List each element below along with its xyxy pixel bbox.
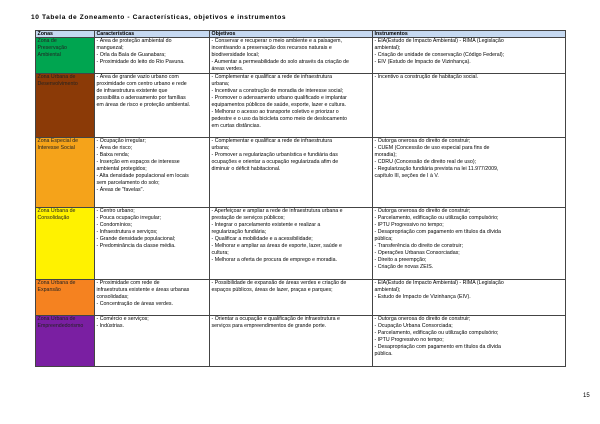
- cell-line: Zona Urbana de: [37, 316, 76, 322]
- cell-line: - EIA(Estudo de Impacto Ambiental) - RIMA (Legislação: [374, 280, 504, 286]
- zone-cell: [36, 74, 95, 138]
- cell-line: - Promover o adensamento urbano qualificado e implantar: [211, 95, 347, 101]
- caracteristicas-cell: [95, 208, 210, 280]
- objetivos-cell: [210, 38, 373, 74]
- cell-line: - Desapropriação com pagamento em títulos da dívida: [374, 229, 501, 235]
- cell-line: Consolidação: [37, 215, 70, 221]
- cell-line: - Melhorar e ampliar as áreas de esporte, lazer, saúde e: [211, 243, 342, 249]
- header-zonas: Zonas: [36, 31, 95, 38]
- cell-line: - Promover a regularização urbanística e fundiária das: [211, 152, 338, 158]
- cell-line: - Possibilidade de expansão de áreas verdes e criação de: [211, 280, 347, 286]
- cell-line: - CUEM (Concessão de uso especial para fins de: [374, 145, 490, 151]
- cell-line: - Área de grande vazio urbano com: [96, 74, 179, 80]
- zone-cell: [36, 38, 95, 74]
- cell-line: capítulo III, seções de I à V.: [374, 173, 439, 179]
- table-row: [36, 316, 566, 367]
- cell-line: serviços para empreendimentos de grande porte.: [211, 323, 327, 329]
- cell-line: pública;: [374, 236, 393, 242]
- cell-line: - Parcelamento, edificação ou utilização compulsório;: [374, 330, 499, 336]
- objetivos-cell: [210, 280, 373, 316]
- cell-line: em curtas distâncias.: [211, 123, 261, 129]
- cell-line: Preservação: [37, 45, 67, 51]
- cell-line: - Transferência do direito de construir;: [374, 243, 463, 249]
- cell-line: - Baixa renda;: [96, 152, 130, 158]
- cell-line: - Ocupação Urbana Consorciada;: [374, 323, 453, 329]
- cell-line: - Infraestrutura e serviços;: [96, 229, 158, 235]
- cell-line: - Concentração de áreas verdes.: [96, 301, 173, 307]
- cell-line: Zona Urbana de: [37, 280, 76, 286]
- table-row: [36, 38, 566, 74]
- cell-line: biodiversidade local;: [211, 52, 260, 58]
- cell-line: - Desapropriação com pagamento em títulos da dívida: [374, 344, 501, 350]
- table-row: [36, 138, 566, 208]
- table-row: [36, 280, 566, 316]
- cell-line: - IPTU Progressivo no tempo;: [374, 337, 444, 343]
- cell-line: - Proximidade do leito do Rio Pavuna.: [96, 59, 185, 65]
- page-number: 15: [583, 393, 590, 399]
- cell-line: Zona de: [37, 38, 57, 44]
- page-title: 10 Tabela de Zoneamento - Características, objetivos e instrumentos: [31, 14, 287, 21]
- cell-line: em áreas de risco e proteção ambiental.: [96, 102, 191, 108]
- cell-line: - CDRU (Concessão de direito real de uso);: [374, 159, 477, 165]
- objetivos-cell: [210, 316, 373, 367]
- cell-line: urbana;: [211, 81, 230, 87]
- cell-line: regularização fundiária;: [211, 229, 267, 235]
- caracteristicas-cell: [95, 280, 210, 316]
- cell-line: - Operações Urbanas Consorciadas;: [374, 250, 460, 256]
- cell-line: - Estudo de Impacto de Vizinhança (EIV).: [374, 294, 471, 300]
- cell-line: ambiental protegidos;: [96, 166, 147, 172]
- objetivos-cell: [210, 74, 373, 138]
- cell-line: urbana;: [211, 145, 230, 151]
- cell-line: equipamentos públicos de saúde, esporte, lazer e cultura.: [211, 102, 347, 108]
- cell-line: - Outorga onerosa do direito de construir;: [374, 138, 471, 144]
- header-objetivos: Objetivos: [210, 31, 373, 38]
- zone-cell: [36, 138, 95, 208]
- table-row: [36, 208, 566, 280]
- cell-line: - Comércio e serviços;: [96, 316, 149, 322]
- cell-line: pedestre e o uso da bicicleta como meio de deslocamento: [211, 116, 347, 122]
- header-caracteristicas: Características: [95, 31, 210, 38]
- cell-line: - Inserção em espaços de interesse: [96, 159, 180, 165]
- cell-line: - Incentivar a construção de moradia de interesse social;: [211, 88, 344, 94]
- cell-line: Empreendedorismo: [37, 323, 84, 329]
- cell-line: Zona Urbana de: [37, 74, 76, 80]
- cell-line: - Pouca ocupação irregular;: [96, 215, 161, 221]
- cell-line: - Áreas de "favelas".: [96, 187, 144, 193]
- cell-line: - Criação de novas ZEIS.: [374, 264, 434, 270]
- cell-line: - Indústrias.: [96, 323, 124, 329]
- cell-line: - Orla da Baía de Guanabara;: [96, 52, 166, 58]
- cell-line: - Orientar a ocupação e qualificação de infraestrutura e: [211, 316, 340, 322]
- cell-line: - Integrar o parcelamento existente e realizar a: [211, 222, 321, 228]
- instrumentos-cell: [373, 38, 566, 74]
- instrumentos-cell: [373, 316, 566, 367]
- caracteristicas-cell: [95, 74, 210, 138]
- cell-line: ambiental);: [374, 45, 401, 51]
- instrumentos-cell: [373, 208, 566, 280]
- instrumentos-cell: [373, 74, 566, 138]
- cell-line: Ambiental: [37, 52, 61, 58]
- cell-line: - IPTU Progressivo no tempo;: [374, 222, 444, 228]
- instrumentos-cell: [373, 138, 566, 208]
- cell-line: ocupações e orientar a ocupação regularizada afim de: [211, 159, 339, 165]
- cell-line: sem parcelamento do solo;: [96, 180, 160, 186]
- cell-line: - Aperfeiçoar e ampliar a rede de infraestrutura urbana e: [211, 208, 343, 214]
- zoning-table: [35, 30, 566, 367]
- header-instrumentos: Instrumentos: [373, 31, 566, 38]
- cell-line: - Outorga onerosa do direito de construir;: [374, 316, 471, 322]
- cell-line: - Criação de unidade de conservação (Código Federal);: [374, 52, 505, 58]
- cell-line: - Ocupação irregular;: [96, 138, 146, 144]
- cell-line: - Alta densidade populacional em locais: [96, 173, 189, 179]
- cell-line: prestação de serviços públicos;: [211, 215, 285, 221]
- cell-line: Interesse Social: [37, 145, 75, 151]
- cell-line: - Condomínios;: [96, 222, 133, 228]
- cell-line: - Melhorar o acesso ao transporte coletivo e priorizar o: [211, 109, 339, 115]
- cell-line: - Melhorar a oferta de procura de emprego e moradia.: [211, 257, 337, 263]
- cell-line: - Área de proteção ambiental do: [96, 38, 172, 44]
- cell-line: - Direito a preempção;: [374, 257, 427, 263]
- cell-line: infraestrutura existente e áreas urbanas: [96, 287, 190, 293]
- cell-line: espaços públicos, áreas de lazer, praças e parques;: [211, 287, 333, 293]
- cell-line: moradia);: [374, 152, 397, 158]
- cell-line: diminuir o déficit habitacional.: [211, 166, 281, 172]
- cell-line: - Incentivo a construção de habitação social.: [374, 74, 479, 80]
- objetivos-cell: [210, 208, 373, 280]
- cell-line: ambiental);: [374, 287, 401, 293]
- zone-cell: [36, 208, 95, 280]
- caracteristicas-cell: [95, 38, 210, 74]
- caracteristicas-cell: [95, 316, 210, 367]
- cell-line: - Regularização fundiária prevista na lei 11.977/2009,: [374, 166, 499, 172]
- cell-line: de infraestrutura existente que: [96, 88, 168, 94]
- cell-line: possibilita o adensamento por famílias: [96, 95, 186, 101]
- zone-cell: [36, 316, 95, 367]
- cell-line: manguezal;: [96, 45, 124, 51]
- cell-line: - Complementar e qualificar a rede de infraestrutura: [211, 138, 333, 144]
- cell-line: proximidade com centro urbano e rede: [96, 81, 187, 87]
- cell-line: - Qualificar a mobilidade e a acessibilidade;: [211, 236, 313, 242]
- cell-line: pública.: [374, 351, 393, 357]
- instrumentos-cell: [373, 280, 566, 316]
- cell-line: - Área de risco;: [96, 145, 133, 151]
- cell-line: áreas verdes.: [211, 66, 244, 72]
- table-header-row: [36, 31, 566, 38]
- cell-line: Zona Urbana de: [37, 208, 76, 214]
- cell-line: - Outorga onerosa do direito de construir;: [374, 208, 471, 214]
- cell-line: - Conservar e recuperar o meio ambiente e a paisagem,: [211, 38, 342, 44]
- cell-line: - Centro urbano;: [96, 208, 135, 214]
- cell-line: - Complementar e qualificar a rede de infraestrutura: [211, 74, 333, 80]
- zone-cell: [36, 280, 95, 316]
- cell-line: - Aumentar a permeabilidade do solo através da criação de: [211, 59, 349, 65]
- cell-line: Zona Especial de: [37, 138, 79, 144]
- cell-line: - Parcelamento, edificação ou utilização compulsório;: [374, 215, 499, 221]
- cell-line: Expansão: [37, 287, 61, 293]
- cell-line: - EIA(Estudo de Impacto Ambiental) - RIMA (Legislação: [374, 38, 504, 44]
- table-row: [36, 74, 566, 138]
- cell-line: - Predominância da classe média.: [96, 243, 176, 249]
- cell-line: - Grande densidade populacional;: [96, 236, 176, 242]
- caracteristicas-cell: [95, 138, 210, 208]
- cell-line: consolidadas;: [96, 294, 129, 300]
- objetivos-cell: [210, 138, 373, 208]
- cell-line: cultura;: [211, 250, 229, 256]
- cell-line: Desenvolvimento: [37, 81, 78, 87]
- cell-line: - EIV (Estudo de Impacto de Vizinhança).: [374, 59, 471, 65]
- cell-line: - Proximidade com rede de: [96, 280, 160, 286]
- cell-line: incentivando a preservação dos recursos naturais e: [211, 45, 332, 51]
